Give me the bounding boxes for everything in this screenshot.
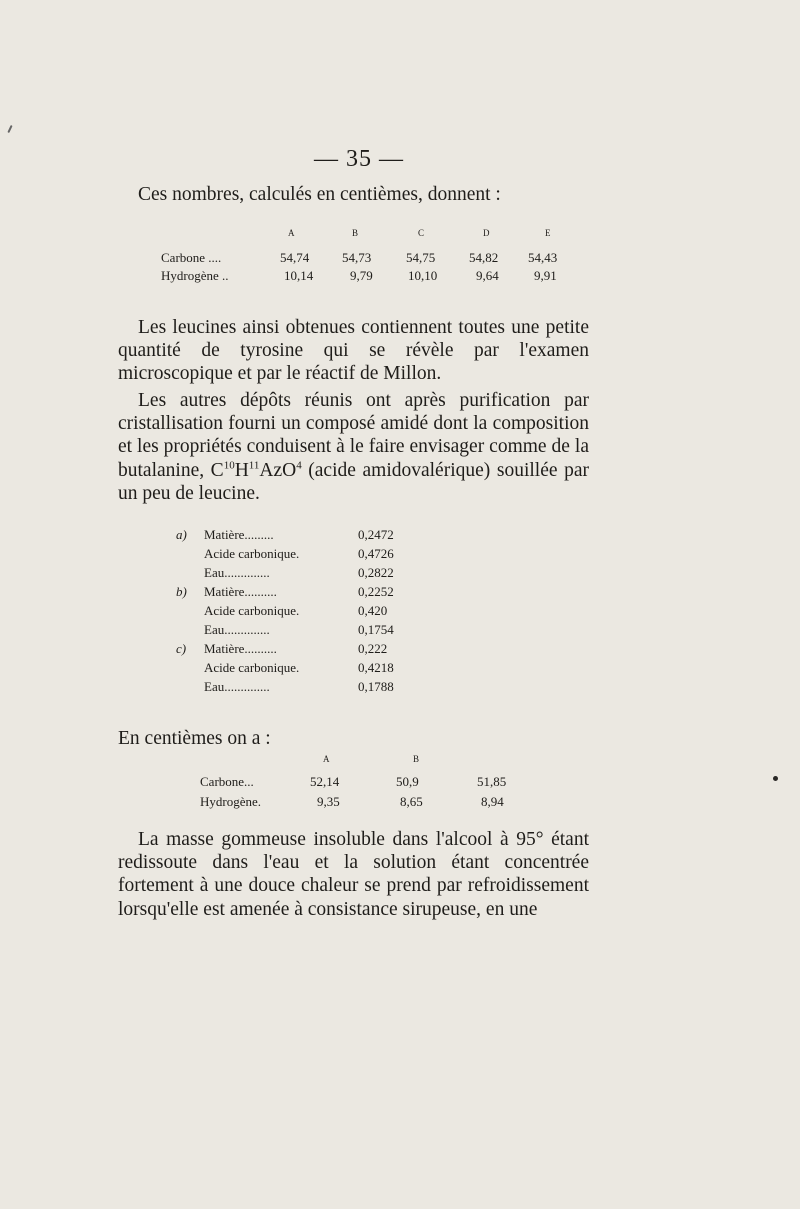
table1-cell: 54,43 [528,250,558,265]
table1-col-b: B [352,228,359,238]
analysis-marker: a) [176,527,187,542]
table2-col-a: A [323,754,330,764]
analysis-label: Eau.............. [204,679,270,694]
analysis-label: Matière.......... [204,584,277,599]
analysis-label: Eau.............. [204,622,270,637]
table2-row-label: Hydrogène. [200,794,262,809]
table1-col-d: D [483,228,490,238]
paragraph-butalanine [118,389,589,505]
analysis-value: 0,1788 [358,679,394,694]
analysis-value: 0,2252 [358,584,394,599]
para2-text-before: Les autres dépôts réunis ont après purification par cristallisation fourni un composé amidé dont la composition et les propriétés conduisent à le faire envisager comme de la butalanine, C [118,390,589,481]
table1-cell: 54,74 [280,250,310,265]
table1-cell: 54,73 [342,250,372,265]
table2-col-b: B [413,754,420,764]
analysis-value: 0,2822 [358,565,394,580]
analysis-value: 0,420 [358,603,388,618]
table2-cell: 8,65 [400,794,423,809]
table2-cell: 51,85 [477,774,507,789]
table1-cell: 54,82 [469,250,499,265]
analysis-label: Eau.............. [204,565,270,580]
analysis-value: 0,1754 [358,622,394,637]
analysis-label: Matière......... [204,527,274,542]
analysis-label: Acide carbonique. [204,660,300,675]
table1-cell: 9,64 [476,268,499,283]
analysis-marker: c) [176,641,187,656]
paragraph-masse-gommeuse: La masse gommeuse insoluble dans l'alcool à 95° étant redissoute dans l'eau et la solution étant concentrée fortement à une douce chaleur se prend par refroidissement lorsqu'elle est amenée à consistance sirupeuse, en une [118,829,589,920]
analysis-value: 0,4726 [358,546,394,561]
analysis-value: 0,2472 [358,527,394,542]
analysis-value: 0,4218 [358,660,394,675]
centiemes-intro: En centièmes on a : [118,728,271,749]
table1-col-c: C [418,228,425,238]
analysis-label: Acide carbonique. [204,546,300,561]
table2-cell: 52,14 [310,774,340,789]
table1-row-label: Hydrogène .. [161,268,229,283]
analysis-label: Acide carbonique. [204,603,300,618]
table1-cell: 10,10 [408,268,438,283]
table1-col-a: A [288,228,295,238]
formula-sup-c: 10 [223,459,235,472]
formula-sup-azo: 4 [296,459,302,472]
page-number: — 35 — [314,146,404,172]
formula-h: H [234,459,249,481]
table1-row-label: Carbone .... [161,250,222,265]
table1-cell: 54,75 [406,250,436,265]
intro-sentence: Ces nombres, calculés en centièmes, donnent : [138,184,501,205]
paragraph-leucines: Les leucines ainsi obtenues contiennent toutes une petite quantité de tyrosine qui se révèle par l'examen microscopique et par le réactif de Millon. [118,317,589,385]
formula-azo: AzO [259,459,297,481]
analysis-marker: b) [176,584,187,599]
table2-row-label: Carbone... [200,774,254,789]
table2-cell: 8,94 [481,794,504,809]
table2-cell: 9,35 [317,794,340,809]
table1-cell: 9,79 [350,268,373,283]
para2-text-after: (acide amidovalérique) souillée par un peu de leucine. [118,459,589,504]
stray-ink-dot [773,776,778,781]
table2-cell: 50,9 [396,774,419,789]
table1-col-e: E [545,228,551,238]
analysis-value: 0,222 [358,641,388,656]
formula-sup-h: 11 [248,459,260,472]
analysis-label: Matière.......... [204,641,277,656]
table1-cell: 9,91 [534,268,557,283]
table1-cell: 10,14 [284,268,314,283]
stray-ink-mark [7,125,12,133]
